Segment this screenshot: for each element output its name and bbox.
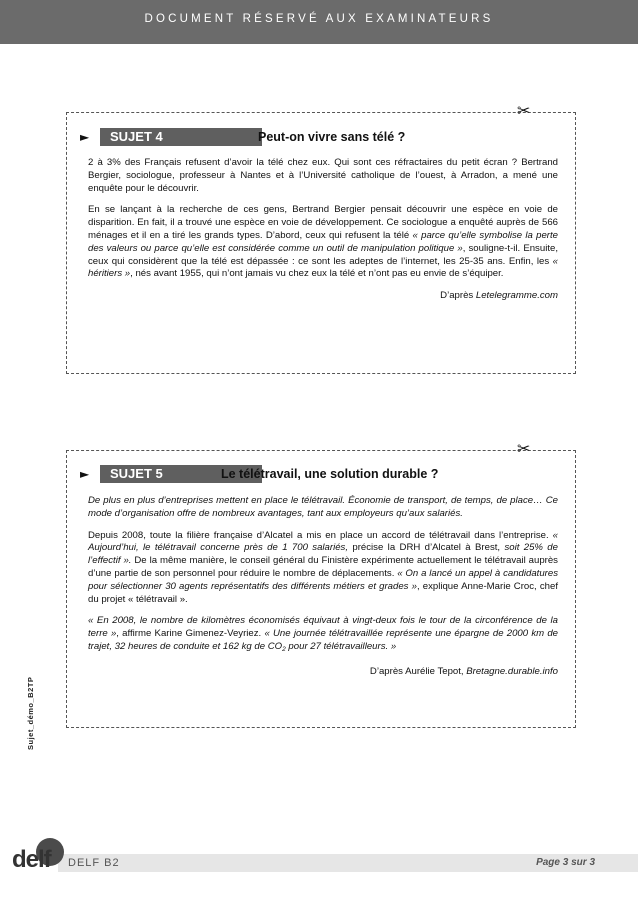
arrow-right-icon: ► bbox=[80, 467, 90, 481]
text-run: , nés avant 1955, qui n’ont jamais vu chez eux la télé et n’ont pas eu envie de s’équiper. bbox=[130, 268, 504, 280]
footer-page-number: Page 3 sur 3 bbox=[536, 857, 595, 868]
sujet5-intro: De plus en plus d’entreprises mettent en place le télétravail. Économie de transport, de temps, de place… Ce mode d’organisation offre de nombreux avantages, tant aux employeurs qu’aux salariés. bbox=[88, 495, 558, 519]
sujet5-label: SUJET 5 bbox=[100, 465, 262, 483]
subscript: 2 bbox=[282, 645, 286, 653]
sujet5-source bbox=[88, 666, 558, 679]
logo-text: delf bbox=[12, 846, 51, 873]
quote: « héritiers » bbox=[88, 255, 558, 280]
sujet4-label: SUJET 4 bbox=[100, 128, 262, 146]
quote: « En 2008, le nombre de kilomètres économisés équivaut à vingt-deux fois le tour de la circonférence de la terre » bbox=[88, 615, 558, 640]
side-reference: Sujet_démo_B2TP bbox=[26, 676, 35, 750]
scissors-icon: ✂ bbox=[517, 101, 531, 120]
sujet4-paragraph-1: 2 à 3% des Français refusent d’avoir la télé chez eux. Qui sont ces réfractaires du petit écran ? Bertrand Bergier, sociologue, professeur à Nantes et à l’Université catholique de l’ouest, à Arradon, a mené une enquête pour le découvrir. bbox=[88, 157, 558, 194]
footer-exam-name: DELF B2 bbox=[68, 857, 120, 869]
source-name: Bretagne.durable.info bbox=[466, 665, 558, 677]
sujet5-paragraph-3 bbox=[88, 615, 558, 656]
source-prefix: D’après Aurélie Tepot, bbox=[369, 665, 467, 677]
quote: pour 27 télétravailleurs. » bbox=[285, 640, 397, 652]
banner-title: DOCUMENT RÉSERVÉ AUX EXAMINATEURS bbox=[144, 13, 494, 25]
text-run: Depuis 2008, toute la filière française d’Alcatel a mis en place un accord de télétravail dans l’entreprise. bbox=[88, 529, 553, 541]
sujet4-title: Peut-on vivre sans télé ? bbox=[258, 130, 406, 144]
quote: soit 25% de l’effectif ». bbox=[88, 542, 558, 567]
text-run: De la même manière, le conseil général du Finistère expérimente actuellement le télétravail auprès d’une partie de son personnel pour réduire le nombre de déplacements. bbox=[88, 555, 558, 579]
quote: « Aujourd’hui, le télétravail concerne près de 1 700 salariés, bbox=[88, 529, 558, 554]
scissors-icon: ✂ bbox=[517, 439, 531, 458]
source-prefix: D’après bbox=[440, 290, 476, 302]
delf-logo bbox=[12, 838, 64, 874]
sujet5-text bbox=[88, 495, 558, 679]
text-run: , affirme Karine Gimenez-Veyriez. bbox=[116, 628, 265, 640]
text-run: précise la DRH d’Alcatel à Brest, bbox=[348, 542, 505, 554]
sujet4-source bbox=[88, 290, 558, 303]
text-run: , souligne-t-il. Ensuite, ceux qui considèrent que la télé est dépassée : ce sont les adeptes de l’internet, les 25-35 ans. Enfin, les bbox=[88, 242, 558, 267]
arrow-right-icon: ► bbox=[80, 130, 90, 144]
quote: « On a lancé un appel à candidatures pour sélectionner 30 agents représentatifs des différents métiers et grades » bbox=[88, 567, 558, 592]
sujet5-title: Le télétravail, une solution durable ? bbox=[221, 467, 439, 481]
source-name: Letelegramme.com bbox=[475, 290, 558, 302]
sujet5-header bbox=[80, 465, 570, 483]
header-banner bbox=[0, 0, 638, 44]
sujet5-paragraph-2 bbox=[88, 530, 558, 607]
text-run: En se lançant à la recherche de ces gens, Bertrand Bergier pensait découvrir une espèce en voie de disparition. En fait, il a trouvé une espèce en voie de développement. Ce sociologue a enquêté auprès de 566 ménages et il en a tiré les grands types. D’abord, ceux qui refusent la télé bbox=[88, 204, 558, 241]
sujet4-text bbox=[88, 157, 558, 303]
text-run: , explique Anne-Marie Croc, chef du projet « télétravail ». bbox=[88, 580, 558, 605]
quote: « parce qu’elle symbolise la perte des valeurs ou parce qu’elle est considérée comme un outil de manipulation politique » bbox=[88, 229, 558, 254]
quote: « Une journée télétravaillée représente une épargne de 2000 km de trajet, 32 heures de conduite et 162 kg de CO bbox=[88, 628, 558, 652]
sujet4-header bbox=[80, 128, 570, 146]
sujet4-paragraph-2 bbox=[88, 204, 558, 281]
